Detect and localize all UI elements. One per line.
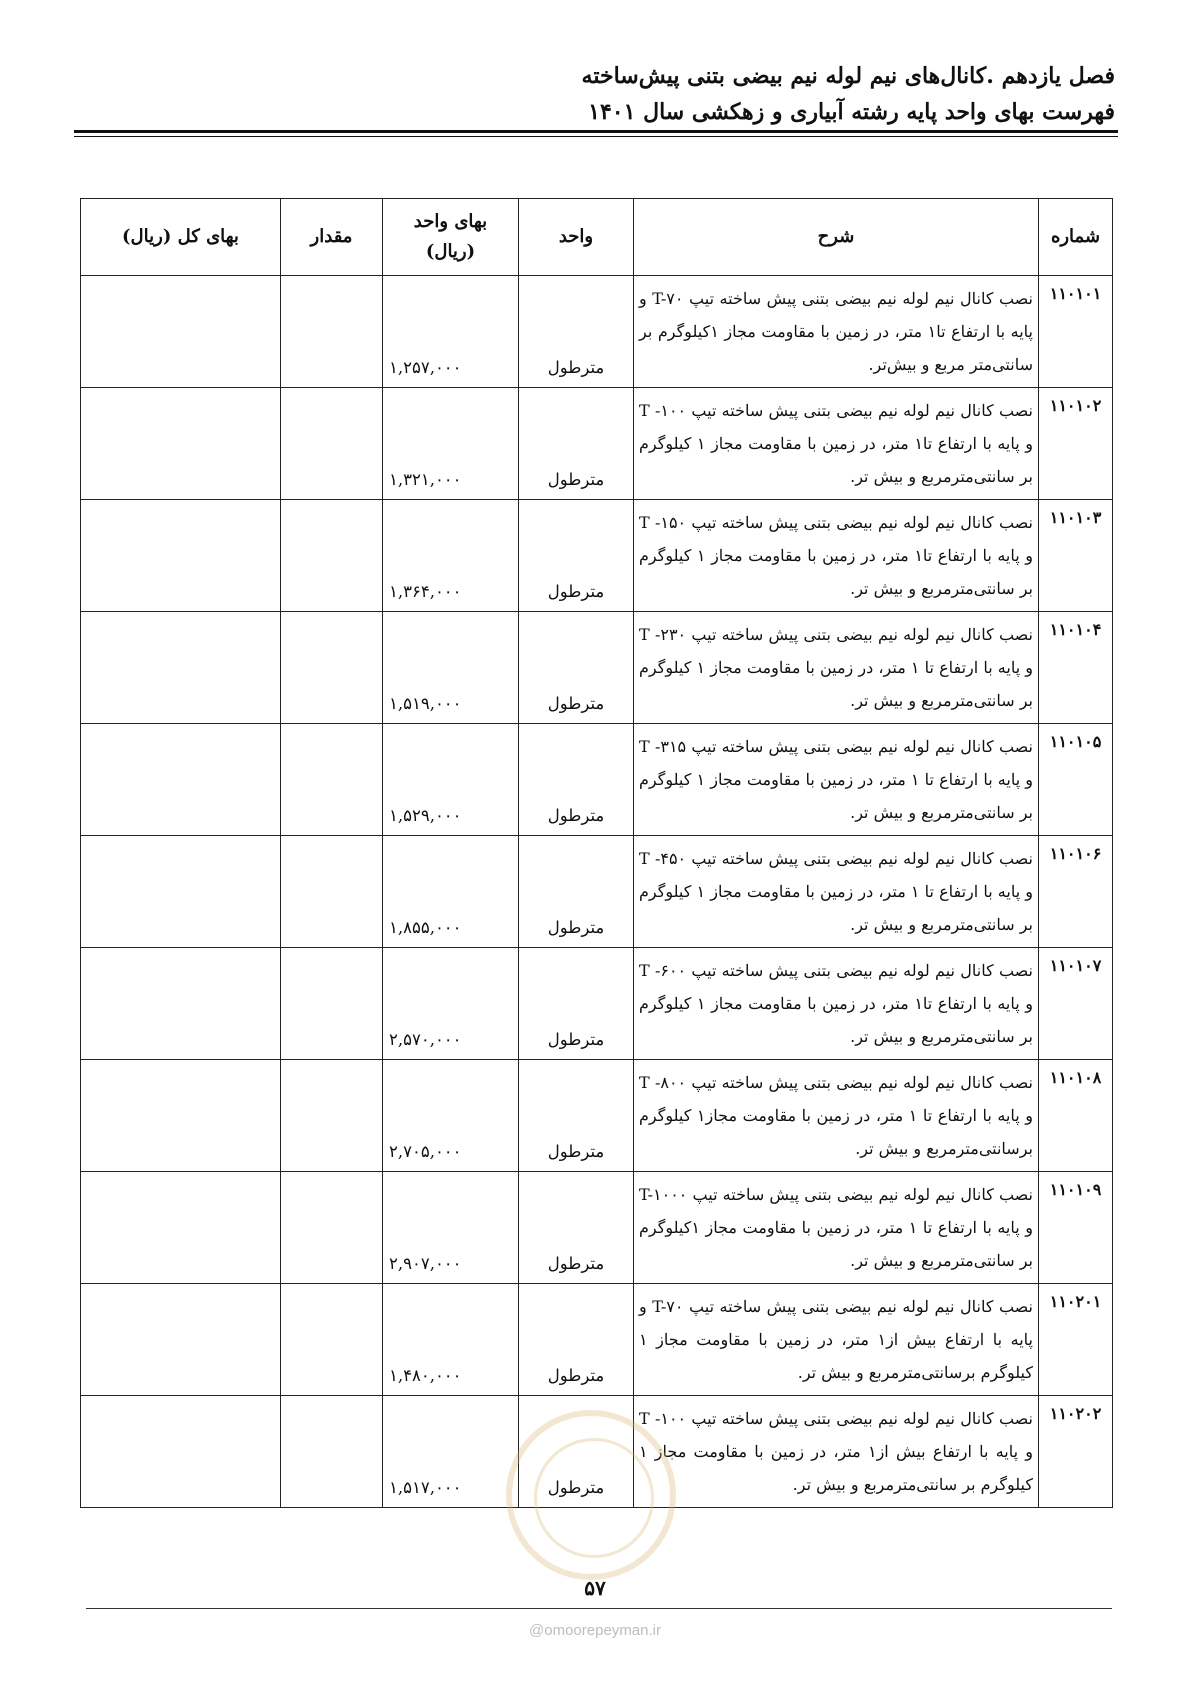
table-row bbox=[81, 1172, 1113, 1284]
row-unit-price: ۲,۵۷۰,۰۰۰ bbox=[383, 948, 519, 1060]
table-row bbox=[81, 612, 1113, 724]
row-unit: مترطول bbox=[519, 1284, 634, 1396]
row-quantity-cell[interactable] bbox=[281, 724, 383, 836]
row-quantity-cell[interactable] bbox=[281, 948, 383, 1060]
row-unit: مترطول bbox=[519, 612, 634, 724]
row-unit-price: ۱,۵۲۹,۰۰۰ bbox=[383, 724, 519, 836]
row-number: ۱۱۰۱۰۱ bbox=[1039, 276, 1113, 388]
row-unit: مترطول bbox=[519, 276, 634, 388]
website-watermark: @omoorepeyman.ir bbox=[529, 1622, 661, 1639]
row-unit-price: ۱,۳۶۴,۰۰۰ bbox=[383, 500, 519, 612]
row-number: ۱۱۰۱۰۶ bbox=[1039, 836, 1113, 948]
row-total-cell[interactable] bbox=[81, 612, 281, 724]
table-row bbox=[81, 1284, 1113, 1396]
row-quantity-cell[interactable] bbox=[281, 500, 383, 612]
row-description: نصب کانال نیم لوله نیم بیضی بتنی پیش ساخته تیپ ۳۱۵- T و پایه با ارتفاع تا ۱ متر، در زمین با مقاومت مجاز ۱ کیلوگرم بر سانتی‌مترمربع و بیش تر. bbox=[634, 724, 1039, 836]
header-number: شماره bbox=[1039, 199, 1113, 276]
header-divider bbox=[74, 130, 1118, 137]
row-unit: مترطول bbox=[519, 724, 634, 836]
row-unit-price: ۱,۴۸۰,۰۰۰ bbox=[383, 1284, 519, 1396]
table-header-row bbox=[81, 199, 1113, 276]
row-unit-price: ۱,۳۲۱,۰۰۰ bbox=[383, 388, 519, 500]
row-description: نصب کانال نیم لوله نیم بیضی بتنی پیش ساخته تیپ ۱۰۰- T و پایه با ارتفاع تا۱ متر، در زمین با مقاومت مجاز ۱ کیلوگرم بر سانتی‌مترمربع و بیش تر. bbox=[634, 388, 1039, 500]
row-number: ۱۱۰۱۰۸ bbox=[1039, 1060, 1113, 1172]
watermark-seal-inner bbox=[534, 1438, 654, 1558]
row-number: ۱۱۰۱۰۷ bbox=[1039, 948, 1113, 1060]
row-quantity-cell[interactable] bbox=[281, 612, 383, 724]
row-quantity-cell[interactable] bbox=[281, 1284, 383, 1396]
price-table bbox=[80, 198, 1113, 1508]
row-number: ۱۱۰۱۰۲ bbox=[1039, 388, 1113, 500]
row-total-cell[interactable] bbox=[81, 1172, 281, 1284]
table-row bbox=[81, 500, 1113, 612]
row-unit: مترطول bbox=[519, 948, 634, 1060]
row-total-cell[interactable] bbox=[81, 500, 281, 612]
header-unit-price bbox=[383, 199, 519, 276]
table-row bbox=[81, 836, 1113, 948]
row-description: نصب کانال نیم لوله نیم بیضی بتنی پیش ساخته تیپ ۱۰۰- T و پایه با ارتفاع بیش از۱ متر، در زمین با مقاومت مجاز ۱ کیلوگرم بر سانتی‌مترمربع و بیش تر. bbox=[634, 1396, 1039, 1508]
document-title: فهرست بهای واحد پایه رشته آبیاری و زهکشی سال ۱۴۰۱ bbox=[588, 99, 1115, 125]
row-unit-price: ۲,۹۰۷,۰۰۰ bbox=[383, 1172, 519, 1284]
row-total-cell[interactable] bbox=[81, 836, 281, 948]
row-description: نصب کانال نیم لوله نیم بیضی بتنی پیش ساخته تیپ ۴۵۰- T و پایه با ارتفاع تا ۱ متر، در زمین با مقاومت مجاز ۱ کیلوگرم بر سانتی‌مترمربع و بیش تر. bbox=[634, 836, 1039, 948]
row-unit-price: ۲,۷۰۵,۰۰۰ bbox=[383, 1060, 519, 1172]
row-quantity-cell[interactable] bbox=[281, 276, 383, 388]
price-table-container bbox=[80, 198, 1112, 1508]
row-unit: مترطول bbox=[519, 500, 634, 612]
header-unit-price-currency: (ریال) bbox=[425, 241, 476, 262]
header-description: شرح bbox=[634, 199, 1039, 276]
row-number: ۱۱۰۲۰۱ bbox=[1039, 1284, 1113, 1396]
row-quantity-cell[interactable] bbox=[281, 836, 383, 948]
row-description: نصب کانال نیم لوله نیم بیضی بتنی پیش ساخته تیپ ۸۰۰- T و پایه با ارتفاع تا ۱ متر، در زمین با مقاومت مجاز۱ کیلوگرم برسانتی‌مترمربع و بیش تر. bbox=[634, 1060, 1039, 1172]
row-total-cell[interactable] bbox=[81, 948, 281, 1060]
chapter-title: فصل یازدهم .کانال‌های نیم لوله نیم بیضی بتنی پیش‌ساخته bbox=[581, 63, 1115, 89]
row-description: نصب کانال نیم لوله نیم بیضی بتنی پیش ساخته تیپ T-۷۰ و پایه با ارتفاع بیش از۱ متر، در زمین با مقاومت مجاز ۱ کیلوگرم برسانتی‌مترمربع و بیش تر. bbox=[634, 1284, 1039, 1396]
row-number: ۱۱۰۱۰۹ bbox=[1039, 1172, 1113, 1284]
row-unit-price: ۱,۲۵۷,۰۰۰ bbox=[383, 276, 519, 388]
row-unit-price: ۱,۵۱۷,۰۰۰ bbox=[383, 1396, 519, 1508]
header-total: بهای کل (ریال) bbox=[81, 199, 281, 276]
row-unit-price: ۱,۸۵۵,۰۰۰ bbox=[383, 836, 519, 948]
row-total-cell[interactable] bbox=[81, 1396, 281, 1508]
watermark-seal-icon bbox=[506, 1410, 676, 1580]
row-total-cell[interactable] bbox=[81, 1060, 281, 1172]
row-unit: مترطول bbox=[519, 388, 634, 500]
row-total-cell[interactable] bbox=[81, 724, 281, 836]
row-description: نصب کانال نیم لوله نیم بیضی بتنی پیش ساخته تیپ T-۱۰۰۰ و پایه با ارتفاع تا ۱ متر، در زمین با مقاومت مجاز ۱کیلوگرم بر سانتی‌مترمربع و بیش تر. bbox=[634, 1172, 1039, 1284]
header-unit: واحد bbox=[519, 199, 634, 276]
table-row bbox=[81, 724, 1113, 836]
row-unit-price: ۱,۵۱۹,۰۰۰ bbox=[383, 612, 519, 724]
row-unit: مترطول bbox=[519, 1172, 634, 1284]
row-description: نصب کانال نیم لوله نیم بیضی بتنی پیش ساخته تیپ ۱۵۰- T و پایه با ارتفاع تا۱ متر، در زمین با مقاومت مجاز ۱ کیلوگرم بر سانتی‌مترمربع و بیش تر. bbox=[634, 500, 1039, 612]
row-unit: مترطول bbox=[519, 836, 634, 948]
row-number: ۱۱۰۱۰۳ bbox=[1039, 500, 1113, 612]
row-number: ۱۱۰۱۰۵ bbox=[1039, 724, 1113, 836]
row-number: ۱۱۰۲۰۲ bbox=[1039, 1396, 1113, 1508]
row-total-cell[interactable] bbox=[81, 276, 281, 388]
header-quantity: مقدار bbox=[281, 199, 383, 276]
table-row bbox=[81, 948, 1113, 1060]
row-description: نصب کانال نیم لوله نیم بیضی بتنی پیش ساخته تیپ T-۷۰ و پایه با ارتفاع تا۱ متر، در زمین با مقاومت مجاز ۱کیلوگرم بر سانتی‌متر مربع و بیش‌تر. bbox=[634, 276, 1039, 388]
row-description: نصب کانال نیم لوله نیم بیضی بتنی پیش ساخته تیپ ۶۰۰- T و پایه با ارتفاع تا۱ متر، در زمین با مقاومت مجاز ۱ کیلوگرم بر سانتی‌مترمربع و بیش تر. bbox=[634, 948, 1039, 1060]
page-header bbox=[75, 58, 1115, 130]
footer-divider bbox=[86, 1608, 1112, 1609]
row-total-cell[interactable] bbox=[81, 1284, 281, 1396]
table-row bbox=[81, 388, 1113, 500]
row-quantity-cell[interactable] bbox=[281, 1060, 383, 1172]
row-quantity-cell[interactable] bbox=[281, 1396, 383, 1508]
page-number: ۵۷ bbox=[584, 1576, 606, 1600]
row-unit: مترطول bbox=[519, 1060, 634, 1172]
row-unit: مترطول bbox=[519, 1396, 634, 1508]
row-total-cell[interactable] bbox=[81, 388, 281, 500]
row-quantity-cell[interactable] bbox=[281, 388, 383, 500]
table-row bbox=[81, 1060, 1113, 1172]
row-quantity-cell[interactable] bbox=[281, 1172, 383, 1284]
row-description: نصب کانال نیم لوله نیم بیضی بتنی پیش ساخته تیپ ۲۳۰- T و پایه با ارتفاع تا ۱ متر، در زمین با مقاومت مجاز ۱ کیلوگرم بر سانتی‌مترمربع و بیش تر. bbox=[634, 612, 1039, 724]
header-unit-price-label: بهای واحد bbox=[413, 211, 488, 232]
row-number: ۱۱۰۱۰۴ bbox=[1039, 612, 1113, 724]
table-row bbox=[81, 276, 1113, 388]
